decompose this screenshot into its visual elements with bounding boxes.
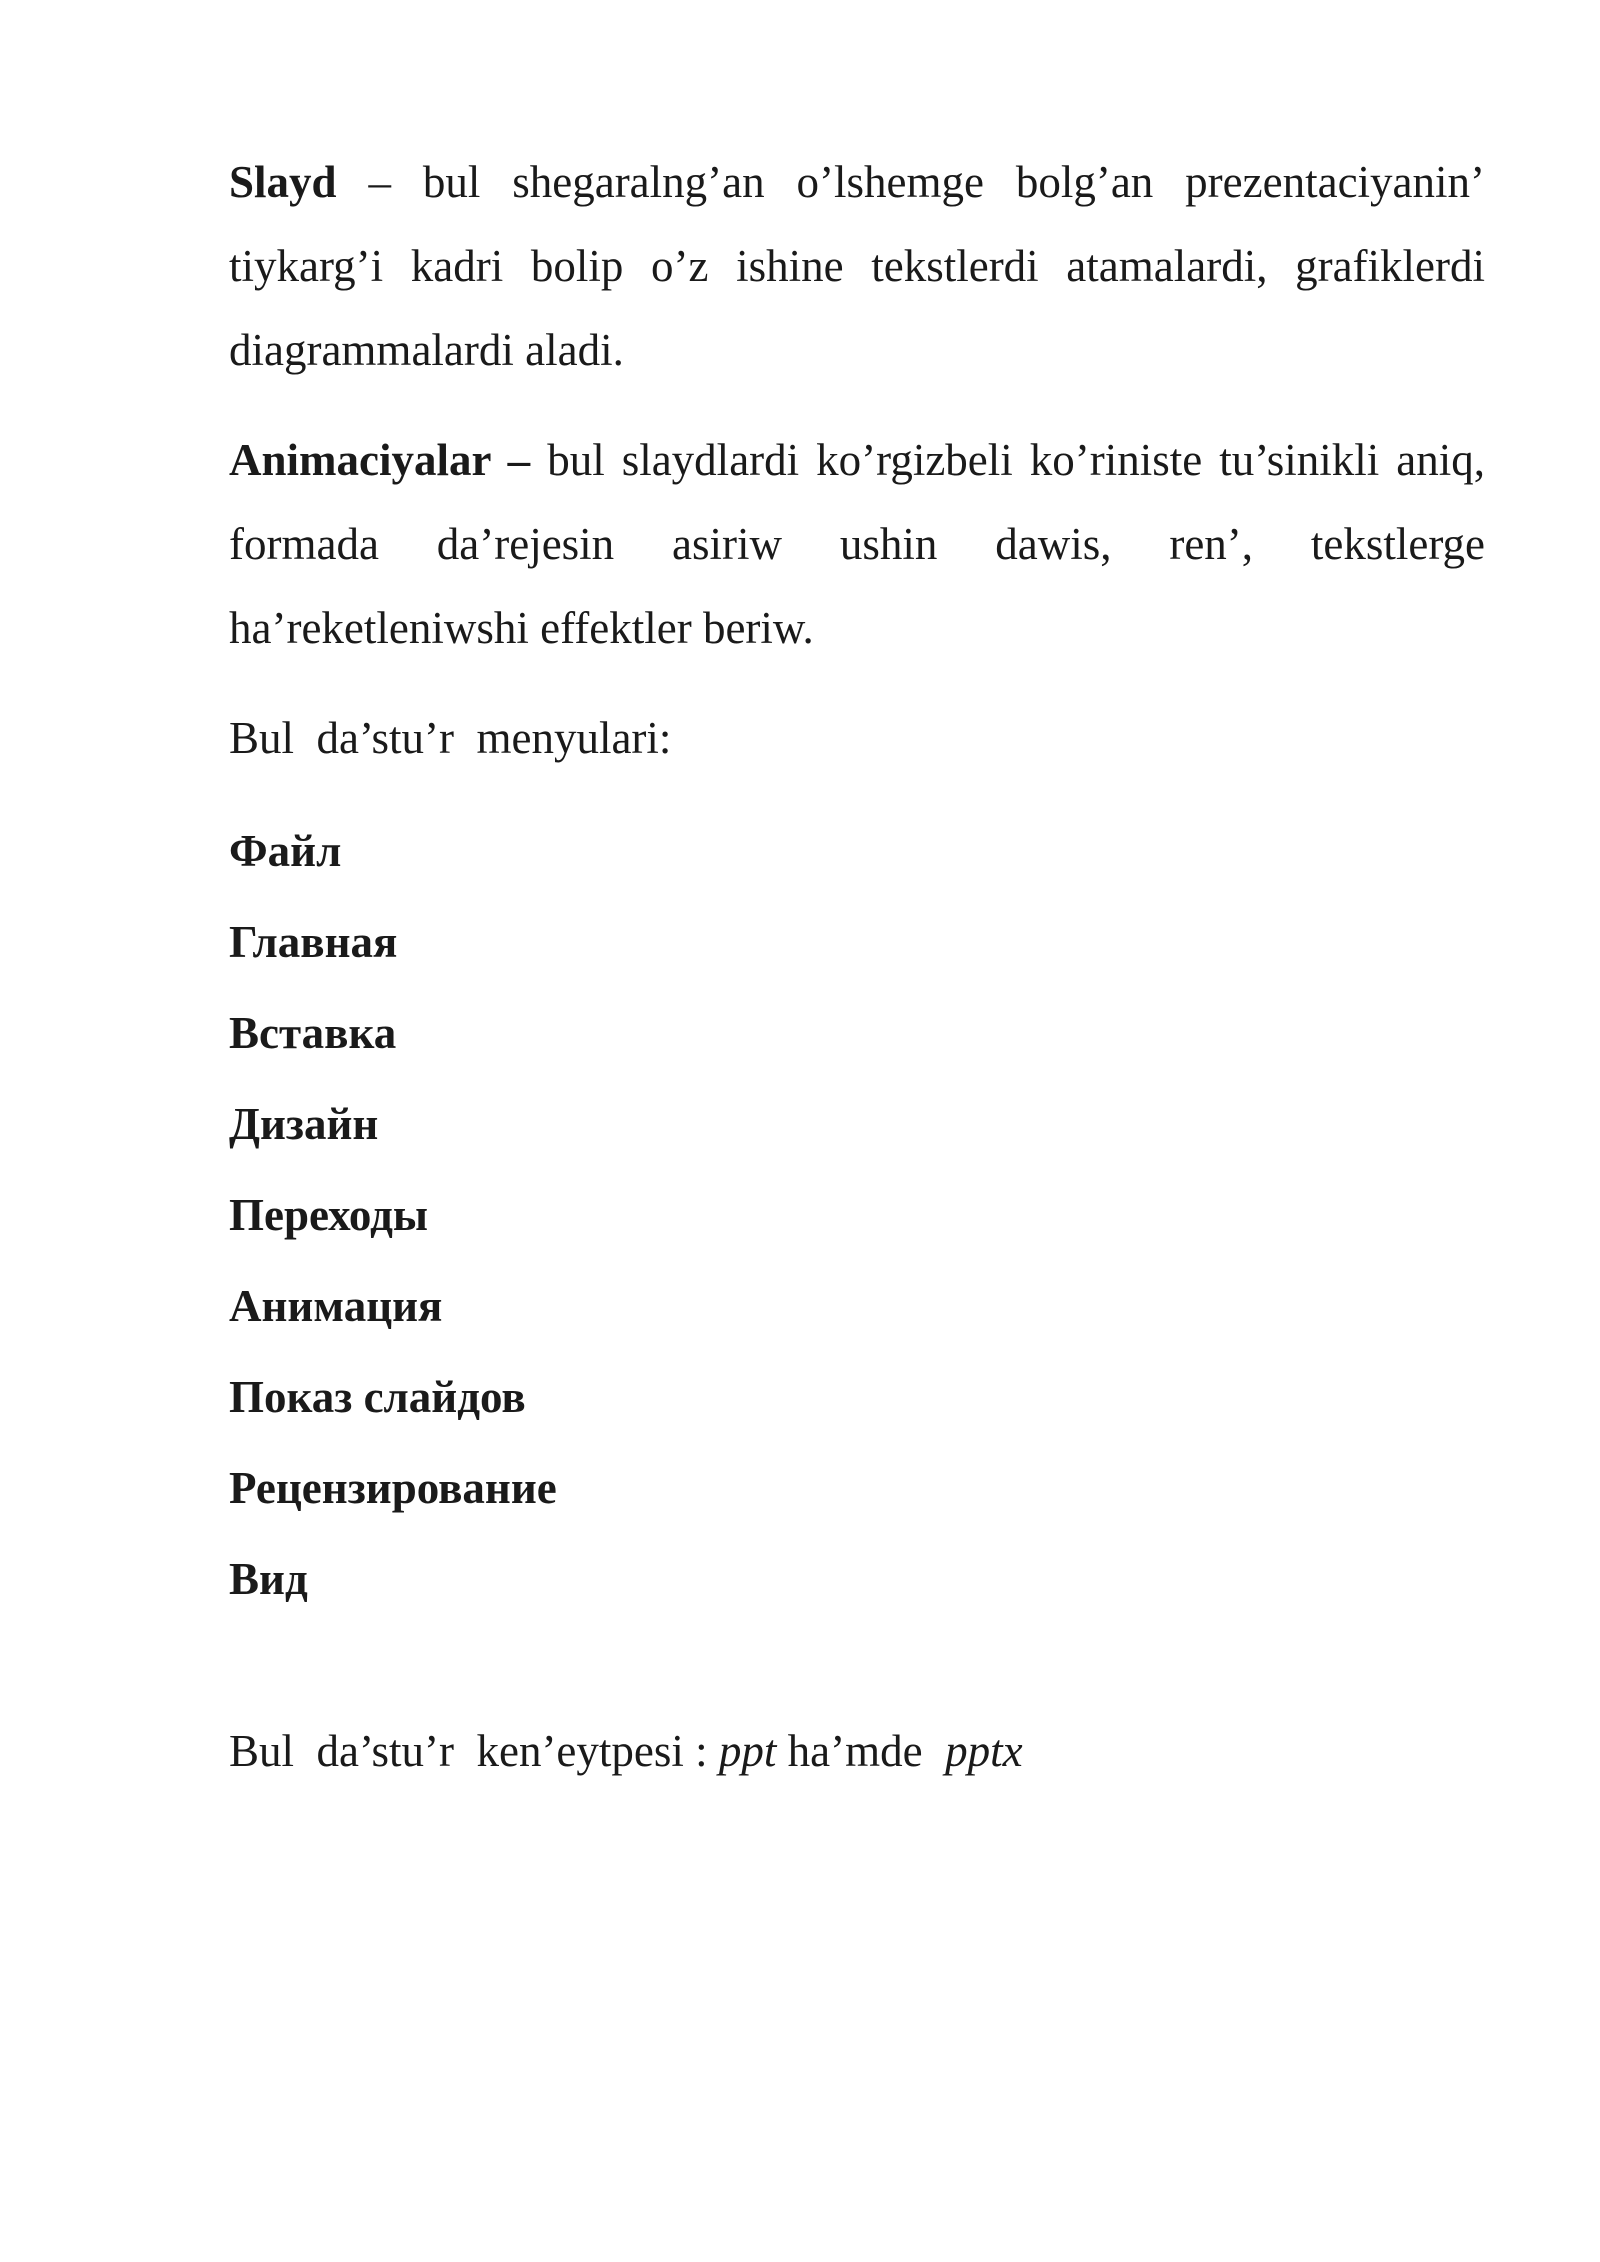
extension-middle: ha’mde xyxy=(776,1726,946,1776)
extension-line xyxy=(229,1709,1485,1793)
definition-text: bul slaydlardi ko’rgizbeli ko’riniste tu’sinikli aniq, formada da’rejesin asiriw ushin dawis, ren’, tekstlerge ha’reketleniwshi effektler beriw. xyxy=(229,435,1486,653)
extension-ppt: ppt xyxy=(718,1726,777,1776)
term-slayd: Slayd xyxy=(229,157,337,207)
term-animaciyalar: Animaciyalar – xyxy=(229,435,531,485)
menu-item-transitions: Переходы xyxy=(229,1190,428,1240)
menu-list xyxy=(229,806,1485,1625)
extension-pptx: pptx xyxy=(945,1726,1023,1776)
extension-prefix: Bul da’stu’r ken’eytpesi : xyxy=(229,1726,719,1776)
menus-intro: Bul da’stu’r menyulari: xyxy=(229,713,672,763)
menu-item-file: Файл xyxy=(229,826,342,876)
separator: – xyxy=(336,157,423,207)
menu-item-animation: Анимация xyxy=(229,1281,443,1331)
menu-item-review: Рецензирование xyxy=(229,1463,557,1513)
separator xyxy=(530,435,547,485)
menu-item-slideshow: Показ слайдов xyxy=(229,1372,526,1422)
menu-item-insert: Вставка xyxy=(229,1008,397,1058)
definition-slayd xyxy=(229,140,1485,392)
document-page xyxy=(229,140,1485,1838)
menu-item-design: Дизайн xyxy=(229,1099,379,1149)
definition-animaciyalar xyxy=(229,418,1485,670)
menu-item-home: Главная xyxy=(229,917,398,967)
menu-item-view: Вид xyxy=(229,1554,308,1604)
definition-text: bul shegaralng’an o’lshemge bolg’an prezentaciyanin’ tiykarg’i kadri bolip o’z ishine tekstlerdi atamalardi, grafiklerdi diagrammalardi aladi. xyxy=(229,157,1486,375)
